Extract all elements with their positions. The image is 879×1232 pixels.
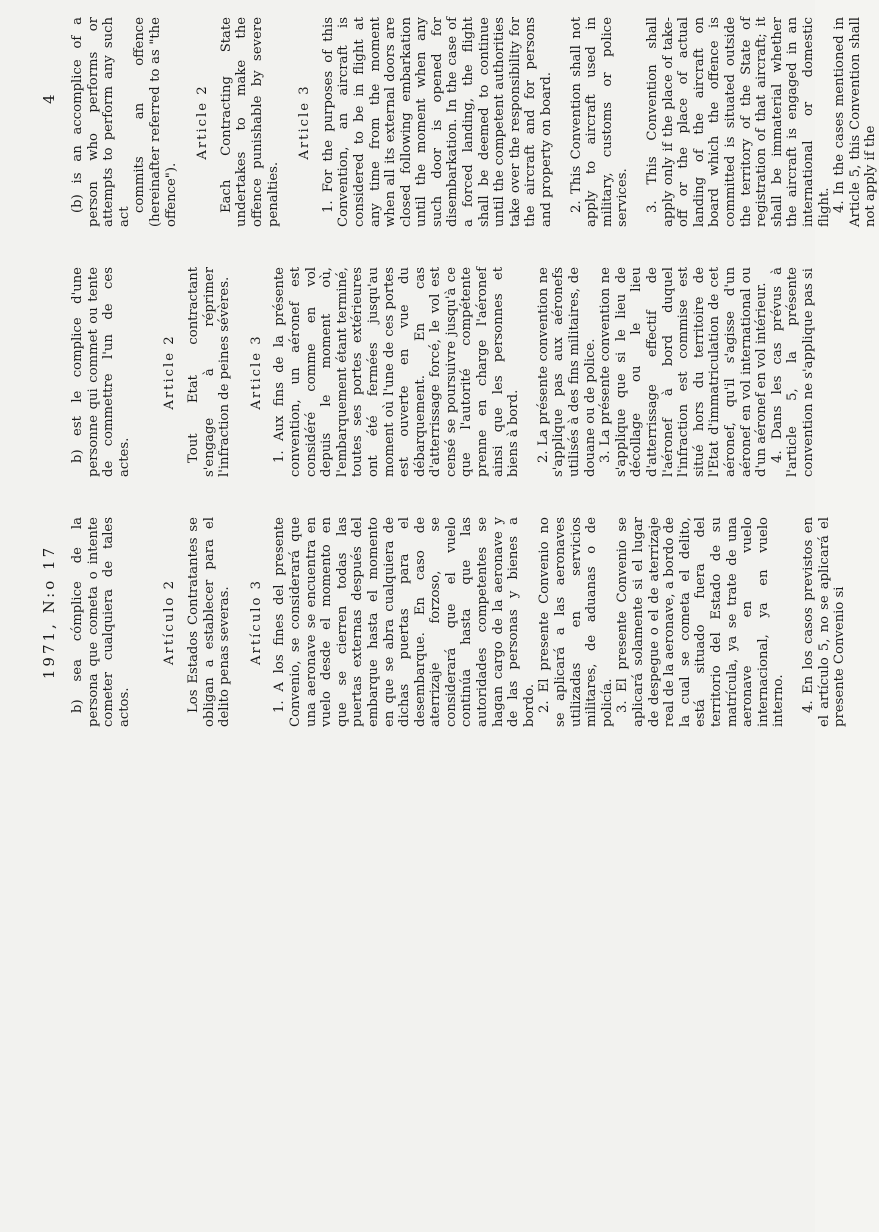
spanish-article-2-heading: Artículo 2 (162, 579, 178, 665)
english-article-2-text: Each Contracting State undertakes to make the offence punishable by severe penalties. (218, 17, 281, 227)
spanish-article-3-para-4: 4. En los casos previstos en el artículo 5, no se aplicará el presente Convenio si (800, 517, 848, 727)
english-article-3-heading: Article 3 (297, 84, 313, 160)
spanish-article-3-heading: Artículo 3 (248, 579, 264, 665)
english-article-3-para-4: 4. In the cases mentioned in Article 5, this Convention shall not apply if the (832, 17, 879, 227)
spanish-para-b: b) sea cómplice de la persona que cometa o intente cometer cualquiera de tales actos. (70, 517, 132, 727)
english-column (70, 17, 879, 227)
french-article-2-text: Tout Etat contractant s'engage à réprimer l'infraction de peines sévères. (185, 267, 233, 477)
page-header-year-number: 1971, N:o 17 (40, 544, 58, 680)
french-column (70, 267, 817, 477)
french-article-3-para-2: 2. La présente convention ne s'applique pas aux aéronefs utilisés à des fins militaires, de douane ou de police. (535, 267, 598, 477)
english-article-3-para-3: 3. This Convention shall apply only if the place of take-off or the place of actual landing of the aircraft on board which the offence is committed is situated outside the territory of the State of registration of that aircraft; it shall be immaterial whether the aircraft is engaged in an international or domestic flight. (645, 17, 832, 227)
english-article-3-para-1: 1. For the purposes of this Convention, an aircraft is considered to be in flight at any time from the moment when all its external doors are closed following embarkation until the moment when any such door is opened for disembarkation. In the case of a forced landing, the flight shall be deemed to continue until the competent authorities take over the responsibility for the aircraft and for persons and property on board. (320, 17, 555, 227)
english-para-b: (b) is an accomplice of a person who performs or attempts to perform any such act (70, 17, 132, 227)
french-article-2-heading: Article 2 (162, 334, 178, 410)
french-article-3-para-4: 4. Dans les cas prévus à l'article 5, la présente convention ne s'applique pas si (769, 267, 816, 477)
spanish-article-3-para-3: 3. El presente Convenio se aplicará solamente si el lugar de despegue o el de aterrizaje real de la aeronave, a bordo de la cual se cometa el delito, está situado fuera del territorio del Estado de su matrícula, ya se trate de una aeronave en vuelo internacional, ya en vuelo interno. (615, 517, 787, 727)
english-commits-offence: commits an offence (hereinafter referred to as "the offence"). (132, 17, 179, 227)
french-article-3-heading: Article 3 (248, 334, 264, 410)
spanish-column (70, 517, 848, 727)
french-article-3-para-3: 3. La présente convention ne s'applique que si le lieu de décollage ou le lieu d'atterrissage effectif de l'aéronef à bord duquel l'infraction est commise est situé hors du territoire de l'Etat d'immatriculation de cet aéronef, qu'il s'agisse d'un aéronef en vol international ou d'un aéronef en vol intérieur. (598, 267, 770, 477)
french-para-b: b) est le complice d'une personne qui commet ou tente de commettre l'un de ces actes. (70, 267, 132, 477)
page-number: 4 (40, 92, 58, 104)
spanish-article-2-text: Los Estados Contratantes se obligan a establecer para el delito penas severas. (185, 517, 233, 727)
english-article-3-para-2: 2. This Convention shall not apply to aircraft used in military, customs or police services. (568, 17, 631, 227)
spanish-article-3-para-1: 1. A los fines del presente Convenio, se considerará que una aeronave se encuentra en vuelo desde el momento en que se cierren todas las puertas externas después del embarque hasta el momento en que se abra cualquiera de dichas puertas para el desembarque. En caso de aterrizaje forzoso, se considerará que el vuelo continúa hasta que las autoridades competentes se hagan cargo de la aeronave y de las personas y bienes a bordo. (272, 517, 537, 727)
french-article-3-para-1: 1. Aux fins de la présente convention, un aéronef est considéré comme en vol depuis le moment où, l'embarquement étant terminé, toutes ses portes extérieures ont été fermées jusqu'au moment où l'une de ces portes est ouverte en vue du débarquement. En cas d'atterrissage forcé, le vol est censé se poursuivre jusqu'à ce que l'autorité compétente prenne en charge l'aéronef ainsi que les personnes et biens à bord. (272, 267, 522, 477)
spanish-article-3-para-2: 2. El presente Convenio no se aplicará a las aeronaves utilizadas en servicios militares, de aduanas o de policía. (537, 517, 615, 727)
english-article-2-heading: Article 2 (195, 84, 211, 160)
